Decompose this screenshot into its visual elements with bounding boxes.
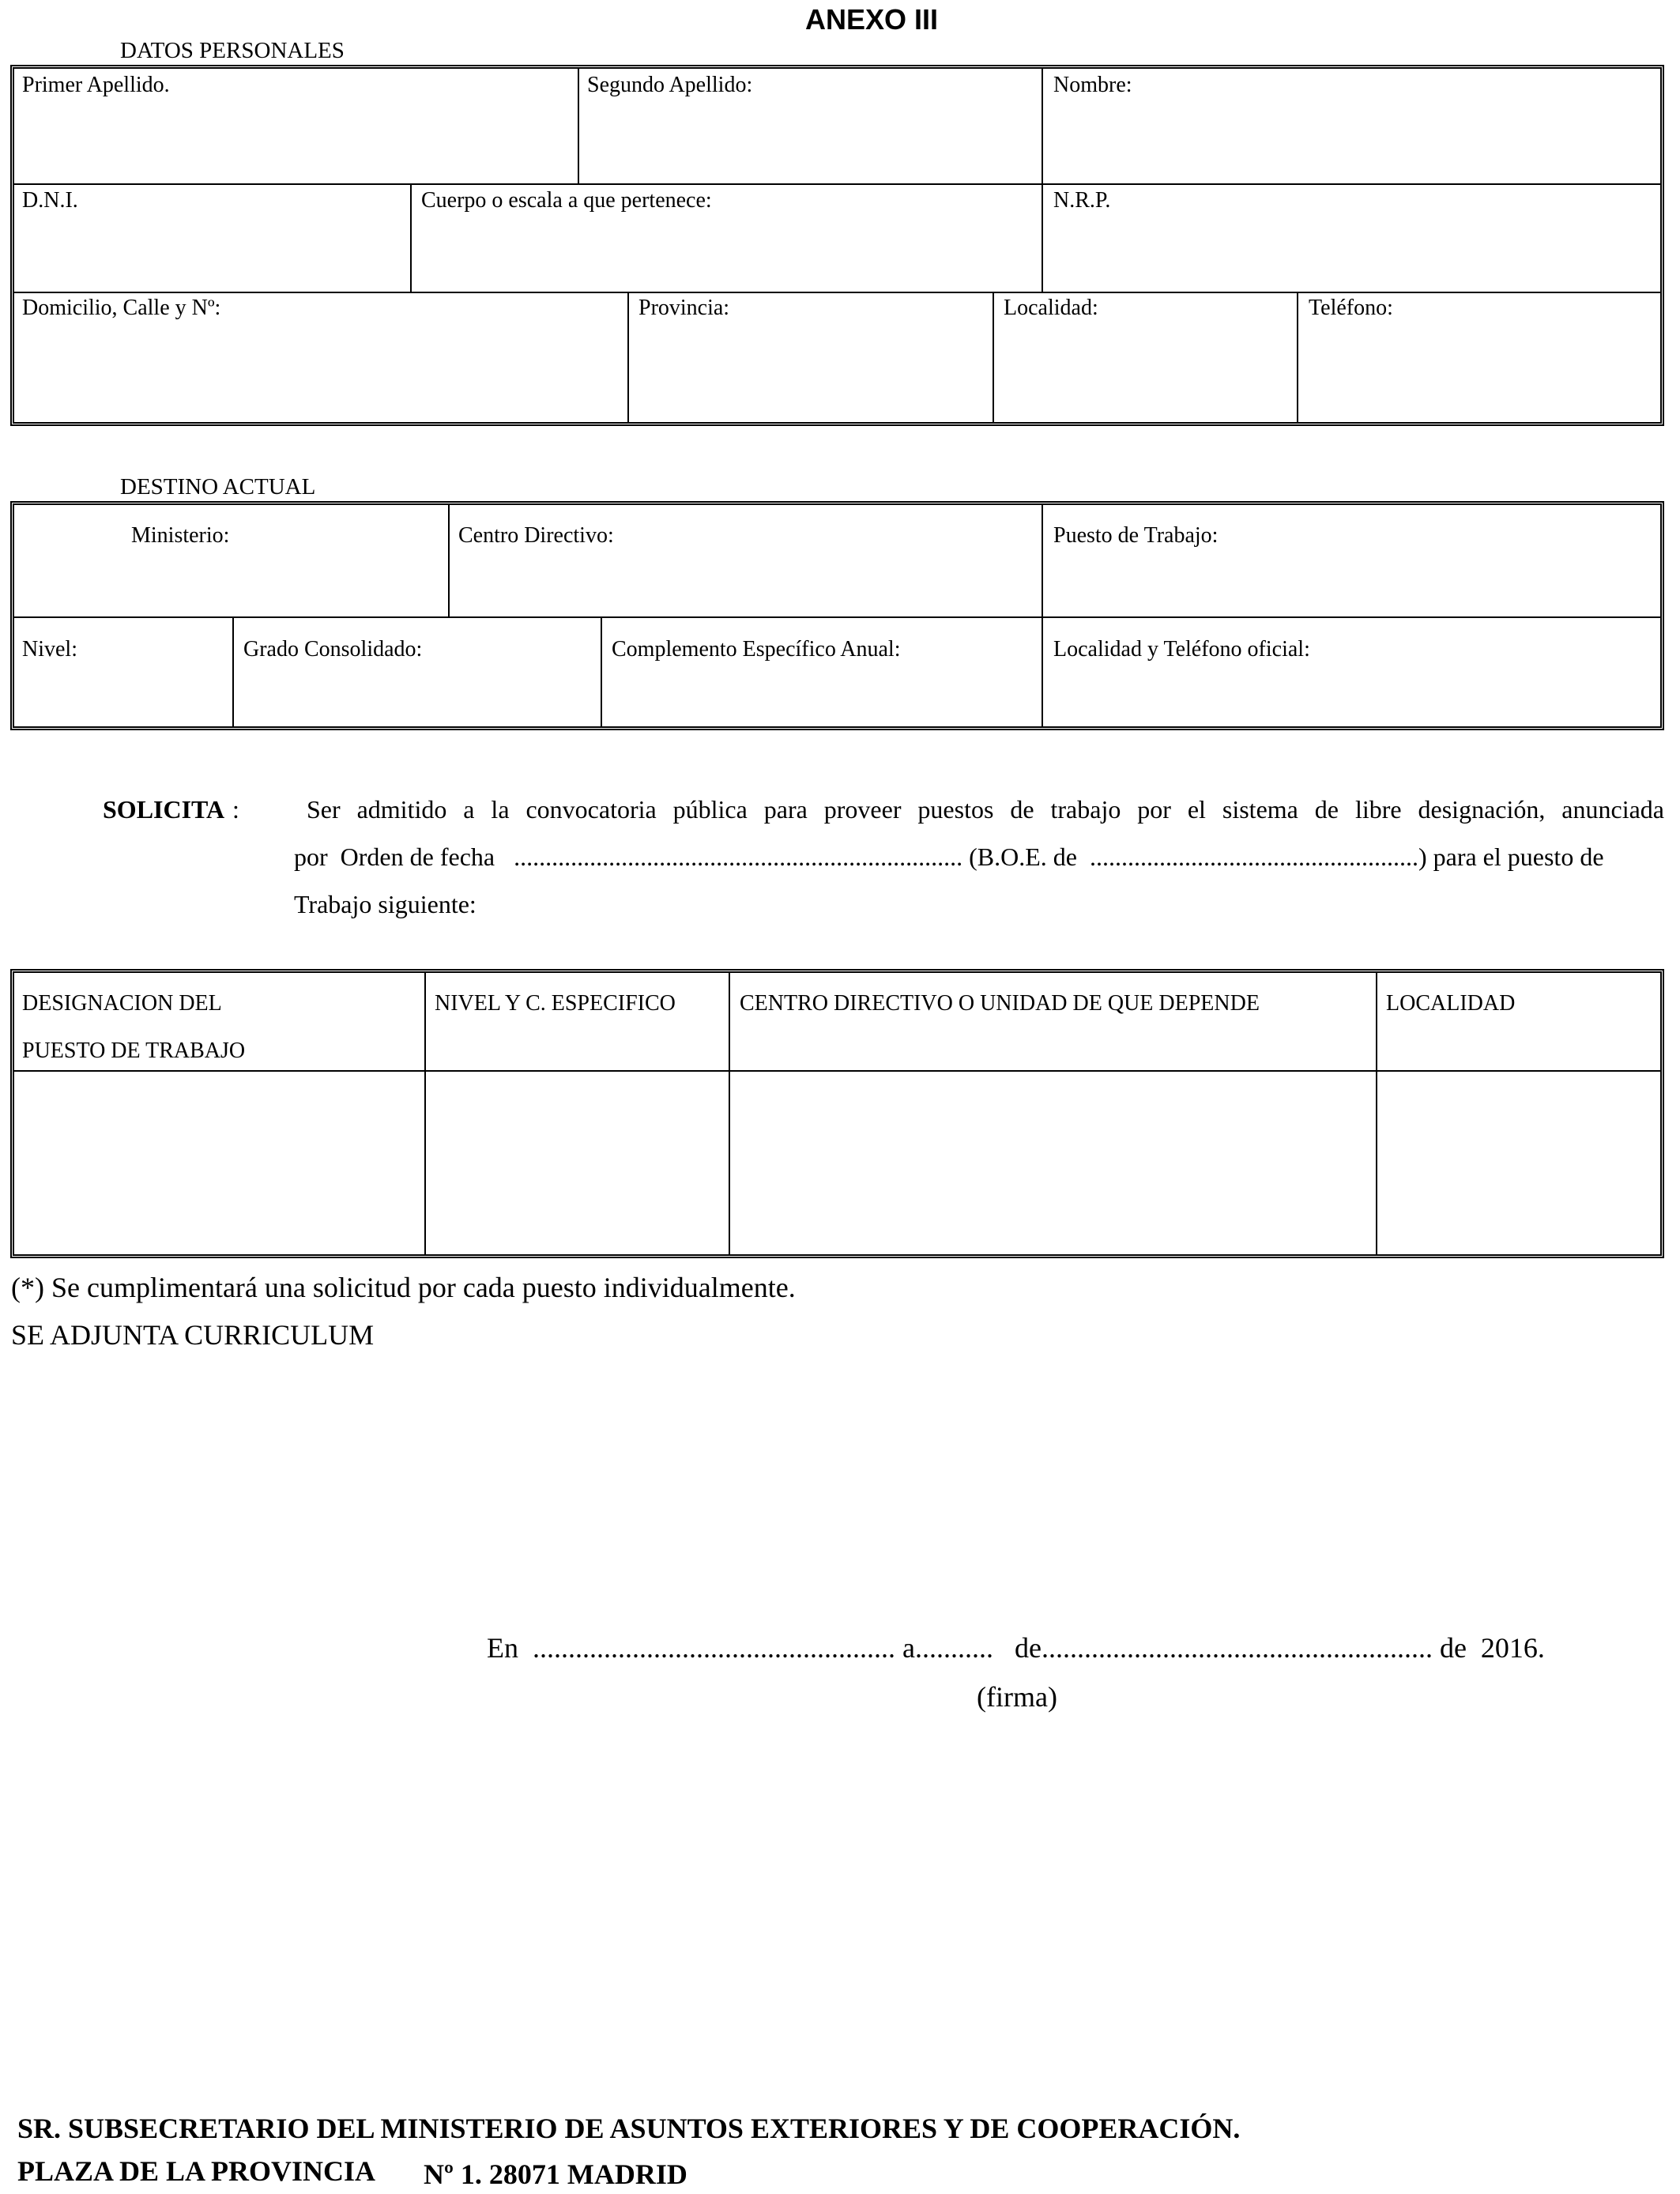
telefono-label: Teléfono: (1309, 296, 1393, 320)
grado-label: Grado Consolidado: (243, 637, 423, 662)
col-divider (1042, 505, 1043, 617)
firma-label: (firma) (977, 1681, 1057, 1713)
nivel-especifico-header: NIVEL Y C. ESPECIFICO (435, 991, 676, 1016)
datos-personales-label: DATOS PERSONALES (120, 38, 345, 63)
solicita-label: SOLICITA (103, 795, 225, 824)
col-divider (1376, 973, 1377, 1254)
provincia-label: Provincia: (638, 296, 730, 320)
row-divider (14, 292, 1660, 293)
address-number: Nº 1. 28071 MADRID (424, 2158, 687, 2190)
col-divider (627, 292, 629, 422)
date-line: En ................................................... a........... de....................................................... de 2016. (487, 1632, 1545, 1664)
row-divider (14, 1070, 1660, 1072)
col-divider (410, 184, 412, 292)
row-divider (14, 616, 1660, 618)
ministerio-label: Ministerio: (131, 523, 230, 548)
domicilio-label: Domicilio, Calle y Nº: (22, 296, 221, 320)
complemento-label: Complemento Específico Anual: (612, 637, 901, 662)
dni-label: D.N.I. (22, 188, 78, 213)
segundo-apellido-label: Segundo Apellido: (587, 73, 753, 97)
solicita-line-3: Trabajo siguiente: (294, 890, 477, 918)
col-divider (578, 69, 579, 184)
col-divider (601, 617, 602, 726)
col-divider (1042, 184, 1043, 292)
curriculum-note: SE ADJUNTA CURRICULUM (11, 1319, 375, 1351)
row-divider (14, 183, 1660, 185)
col-divider (1042, 617, 1043, 726)
localidad-label: Localidad: (1004, 296, 1098, 320)
page-title: ANEXO III (804, 3, 939, 36)
destino-actual-box (10, 501, 1664, 730)
designacion-header-line2: PUESTO DE TRABAJO (22, 1039, 246, 1063)
col-divider (1297, 292, 1298, 422)
designacion-header-line1: DESIGNACION DEL (22, 991, 222, 1016)
nrp-label: N.R.P. (1053, 188, 1111, 213)
nombre-label: Nombre: (1053, 73, 1132, 97)
col-divider (232, 617, 234, 726)
col-divider (1042, 69, 1043, 184)
destino-actual-label: DESTINO ACTUAL (120, 474, 316, 499)
nivel-label: Nivel: (22, 637, 77, 662)
cuerpo-label: Cuerpo o escala a que pertenece: (421, 188, 712, 213)
centro-directivo-label: Centro Directivo: (458, 523, 614, 548)
col-divider (448, 505, 450, 617)
col-divider (424, 973, 426, 1254)
solicita-line-1: Ser admitido a la convocatoria pública para proveer puestos de trabajo por el sistema de libre designación, anunciada (307, 795, 1664, 824)
solicita-line-2: por Orden de fecha ....................................................................... (B.O.E. de ....................................................) para el puesto de (294, 843, 1604, 871)
datos-personales-box (10, 65, 1664, 426)
addressee-line: SR. SUBSECRETARIO DEL MINISTERIO DE ASUNTOS EXTERIORES Y DE COOPERACIÓN. (17, 2113, 1241, 2144)
centro-directivo-header: CENTRO DIRECTIVO O UNIDAD DE QUE DEPENDE (740, 991, 1260, 1016)
primer-apellido-label: Primer Apellido. (22, 73, 170, 97)
col-divider (993, 292, 994, 422)
puesto-trabajo-label: Puesto de Trabajo: (1053, 523, 1219, 548)
address-street: PLAZA DE LA PROVINCIA (17, 2155, 376, 2187)
localidad-telefono-label: Localidad y Teléfono oficial: (1053, 637, 1310, 662)
col-divider (729, 973, 730, 1254)
solicita-colon: : (232, 795, 239, 824)
asterisk-note: (*) Se cumplimentará una solicitud por cada puesto individualmente. (11, 1272, 796, 1303)
localidad-header: LOCALIDAD (1386, 991, 1516, 1016)
